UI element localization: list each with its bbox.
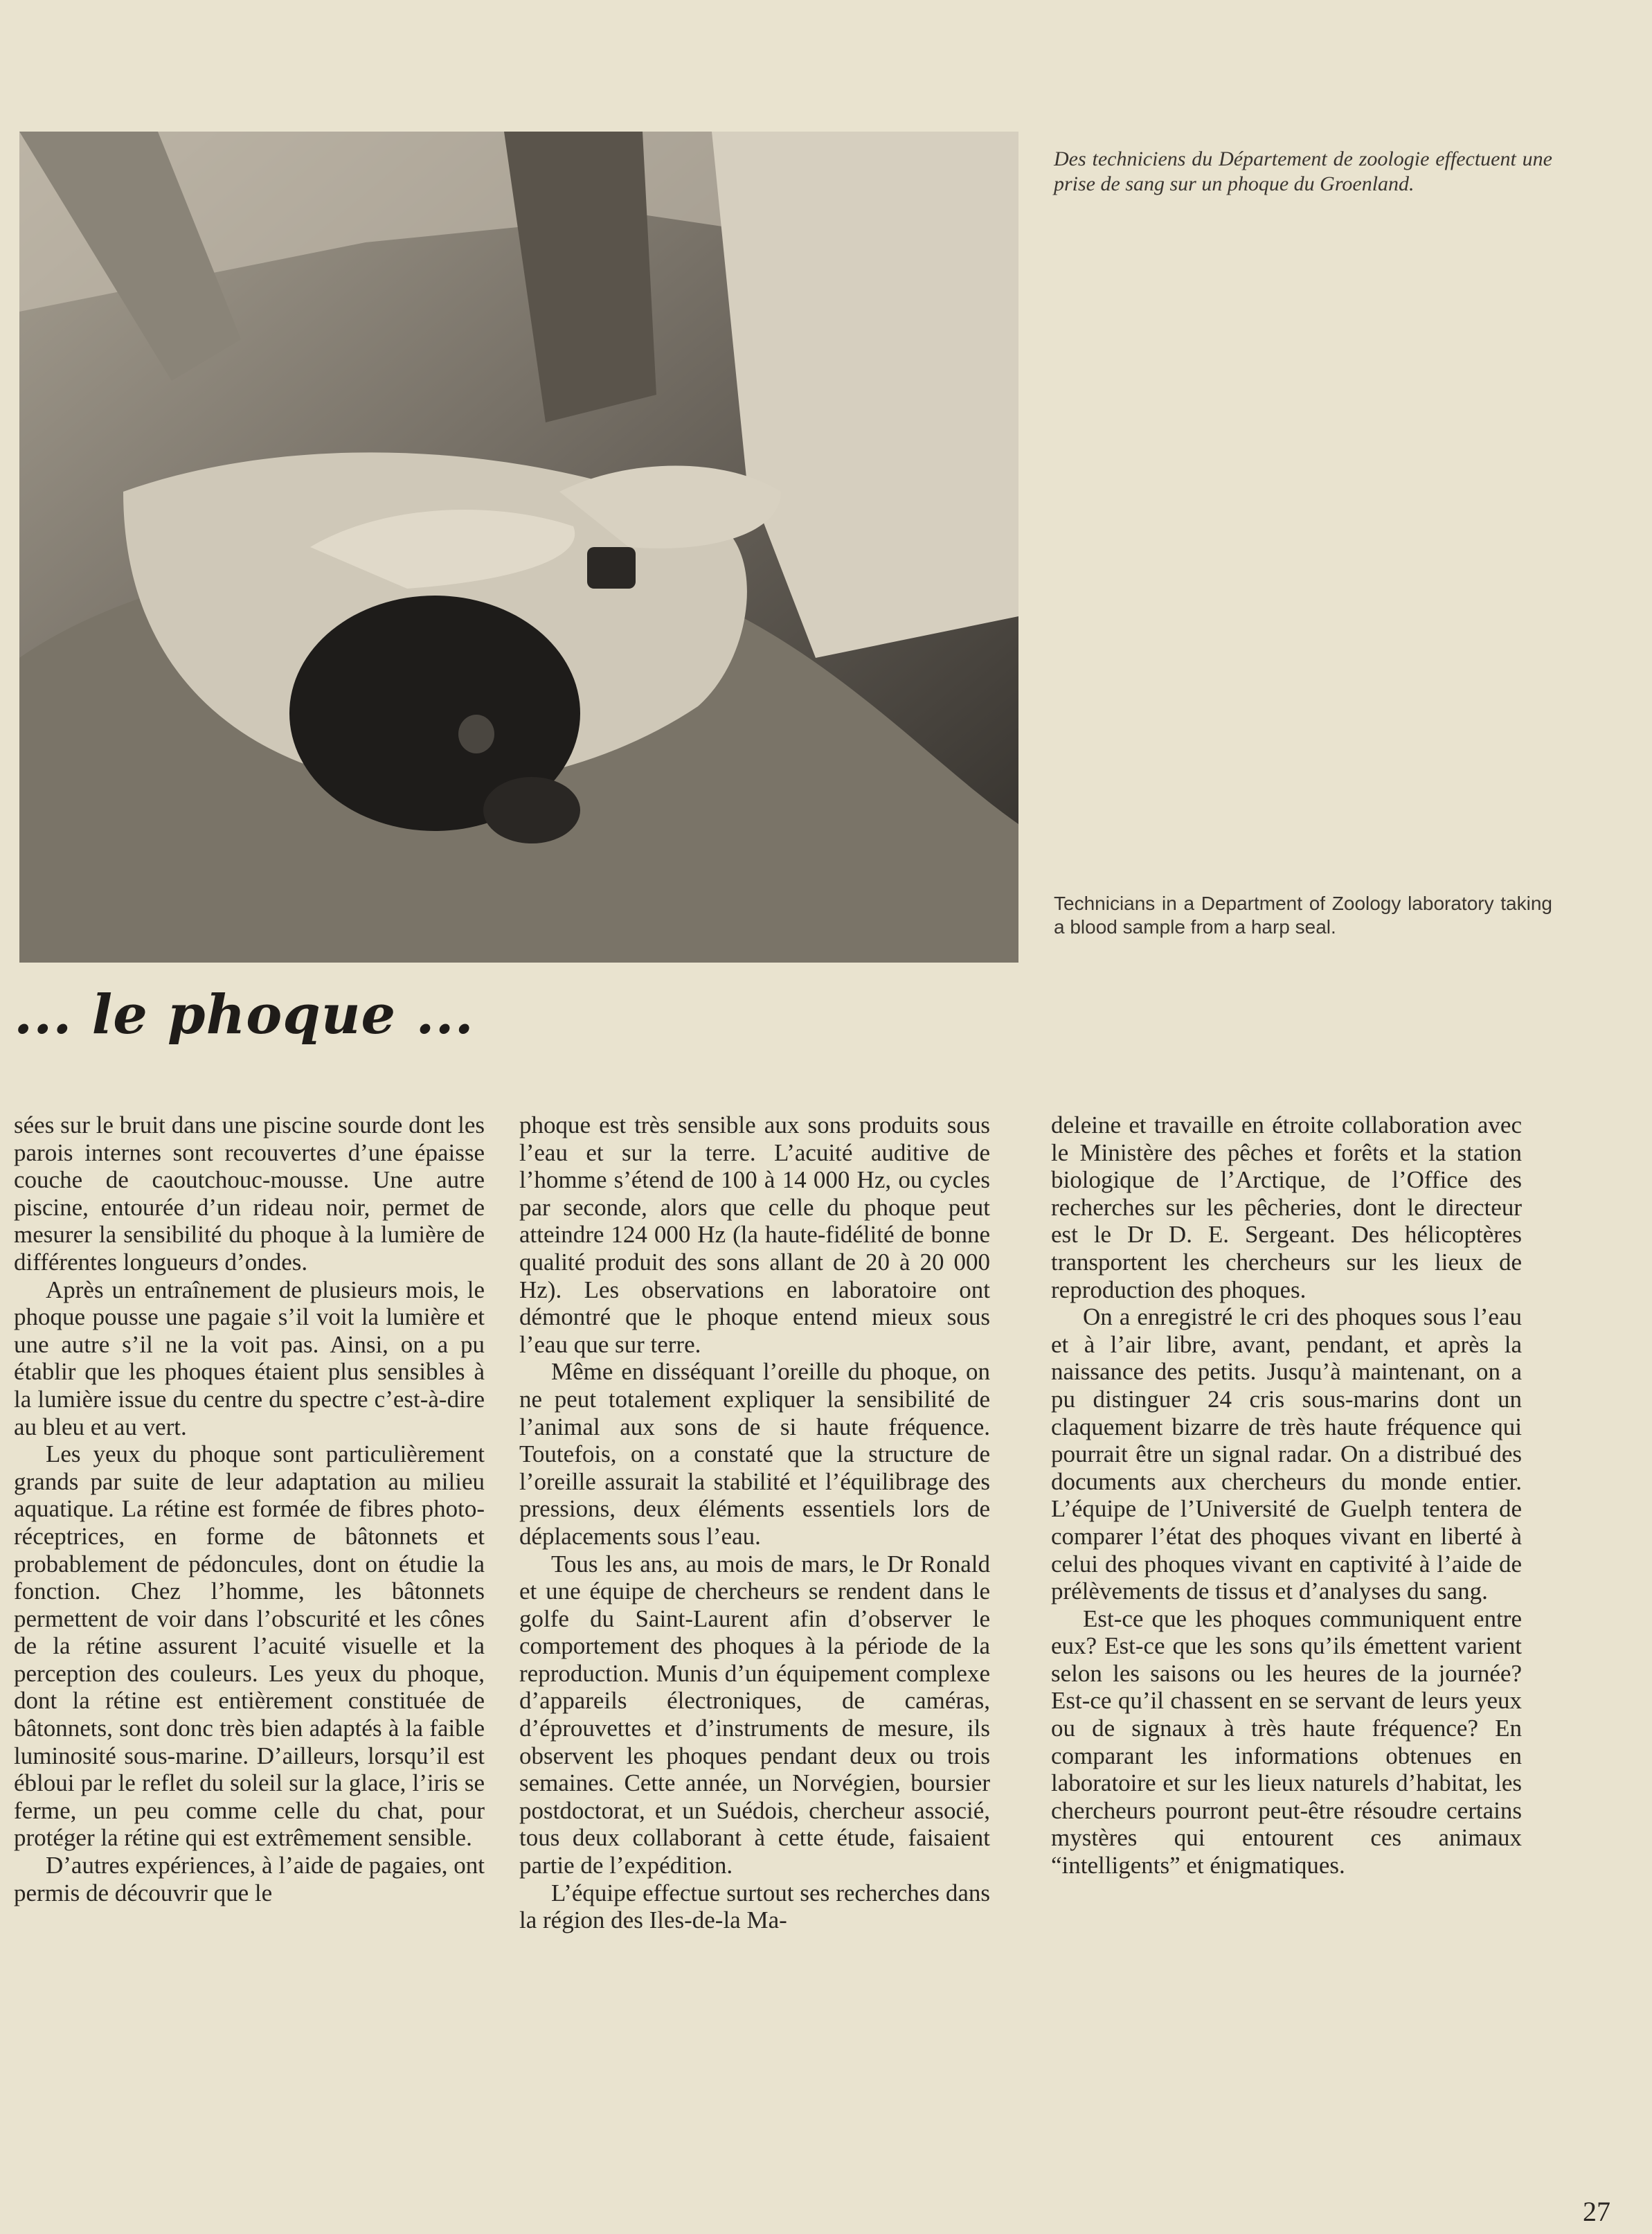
section-heading: ... le phoque ...	[14, 983, 474, 1046]
paragraph: sées sur le bruit dans une piscine sourde dont les parois internes sont recouvertes d’une épaisse couche de caoutchouc-mousse. Une autre piscine, entourée d’un rideau noir, permet de mesurer la sensibilité du phoque à la lumière de différentes longueurs d’ondes.	[14, 1111, 485, 1276]
paragraph: Après un entraînement de plusieurs mois, le phoque pousse une pagaie s’il voit la lumière et une autre s’il ne la voit pas. Ainsi, on a pu établir que les phoques étaient plus sensibles à la lumière issue du centre du spectre c’est-à-dire au bleu et au vert.	[14, 1276, 485, 1440]
seal-photo	[19, 132, 1018, 963]
page-number: 27	[1583, 2196, 1610, 2227]
paragraph: phoque est très sensible aux sons produits sous l’eau et sur la terre. L’acuité auditive de l’homme s’étend de 100 à 14 000 Hz, ou cycles par seconde, alors que celle du phoque peut atteindre 124 000 Hz (la haute-fidélité de bonne qualité produit des sons allant de 20 à 20 000 Hz). Les observations en laboratoire ont démontré que le phoque entend mieux sous l’eau que sur terre.	[519, 1111, 990, 1358]
paragraph: Est-ce que les phoques communiquent entre eux? Est-ce que les sons qu’ils émettent varient selon les saisons ou les heures de la journée? Est-ce qu’il chassent en se servant de leurs yeux ou de signaux à très haute fréquence? En comparant les informations obtenues en laboratoire et sur les lieux naturels d’habitat, les chercheurs pourront peut-être résoudre certains mystères qui entourent ces animaux “intelligents” et énigmatiques.	[1051, 1605, 1522, 1879]
paragraph: deleine et travaille en étroite collaboration avec le Ministère des pêches et forêts et la station biologique de l’Arctique, de l’Office des recherches sur les pêcheries, dont le directeur est le Dr D. E. Sergeant. Des hélicoptères transportent les chercheurs sur les lieux de reproduction des phoques.	[1051, 1111, 1522, 1303]
paragraph: L’équipe effectue surtout ses recherches dans la région des Iles-de-la Ma-	[519, 1879, 990, 1934]
paragraph: D’autres expériences, à l’aide de pagaies, ont permis de découvrir que le	[14, 1852, 485, 1906]
photo-caption-french: Des techniciens du Département de zoologie effectuent une prise de sang sur un phoque du Groenland.	[1054, 148, 1552, 195]
paragraph: Les yeux du phoque sont particulièrement grands par suite de leur adaptation au milieu aquatique. La rétine est formée de fibres photo-réceptrices, en forme de bâtonnets et probablement de pédoncules, dont on étudie la fonction. Chez l’homme, les bâtonnets permettent de voir dans l’obscurité et les cônes de la rétine assurent l’acuité visuelle et la perception des couleurs. Les yeux du phoque, dont la rétine est entièrement constituée de bâtonnets, sont donc très bien adaptés à la faible luminosité sous-marine. D’ailleurs, lorsqu’il est ébloui par le reflet du soleil sur la glace, l’iris se ferme, un peu comme celle du chat, pour protéger la rétine qui est extrêmement sensible.	[14, 1440, 485, 1852]
paragraph: On a enregistré le cri des phoques sous l’eau et à l’air libre, avant, pendant, et après la naissance des petits. Jusqu’à maintenant, on a pu distinguer 24 cris sous-marins dont un claquement bizarre de très haute fréquence qui pourrait être un signal radar. On a distribué des documents aux chercheurs du monde entier. L’équipe de l’Université de Guelph tentera de comparer l’état des phoques vivant en liberté à celui des phoques vivant en captivité à l’aide de prélèvements de tissus et d’analyses du sang.	[1051, 1303, 1522, 1605]
photo-caption-english: Technicians in a Department of Zoology laboratory taking a blood sample from a harp seal.	[1054, 893, 1552, 938]
text-column-1	[14, 1111, 485, 1906]
seal-photo-illustration	[19, 132, 1018, 963]
paragraph: Tous les ans, au mois de mars, le Dr Ronald et une équipe de chercheurs se rendent dans le golfe du Saint-Laurent afin d’observer le comportement des phoques à la période de la reproduction. Munis d’un équipement complexe d’appareils électroniques, de caméras, d’éprouvettes et d’instruments de mesure, ils observent les phoques pendant deux ou trois semaines. Cette année, un Norvégien, boursier postdoctorat, et un Suédois, chercheur associé, tous deux collaborant à cette étude, faisaient partie de l’expédition.	[519, 1550, 990, 1879]
text-column-3	[1051, 1111, 1522, 1879]
paragraph: Même en disséquant l’oreille du phoque, on ne peut totalement expliquer la sensibilité de l’animal aux sons de si haute fréquence. Toutefois, on a constaté que la structure de l’oreille assurait la stabilité et l’équilibrage des pressions, deux éléments essentiels lors de déplacements sous l’eau.	[519, 1358, 990, 1550]
text-column-2	[519, 1111, 990, 1934]
